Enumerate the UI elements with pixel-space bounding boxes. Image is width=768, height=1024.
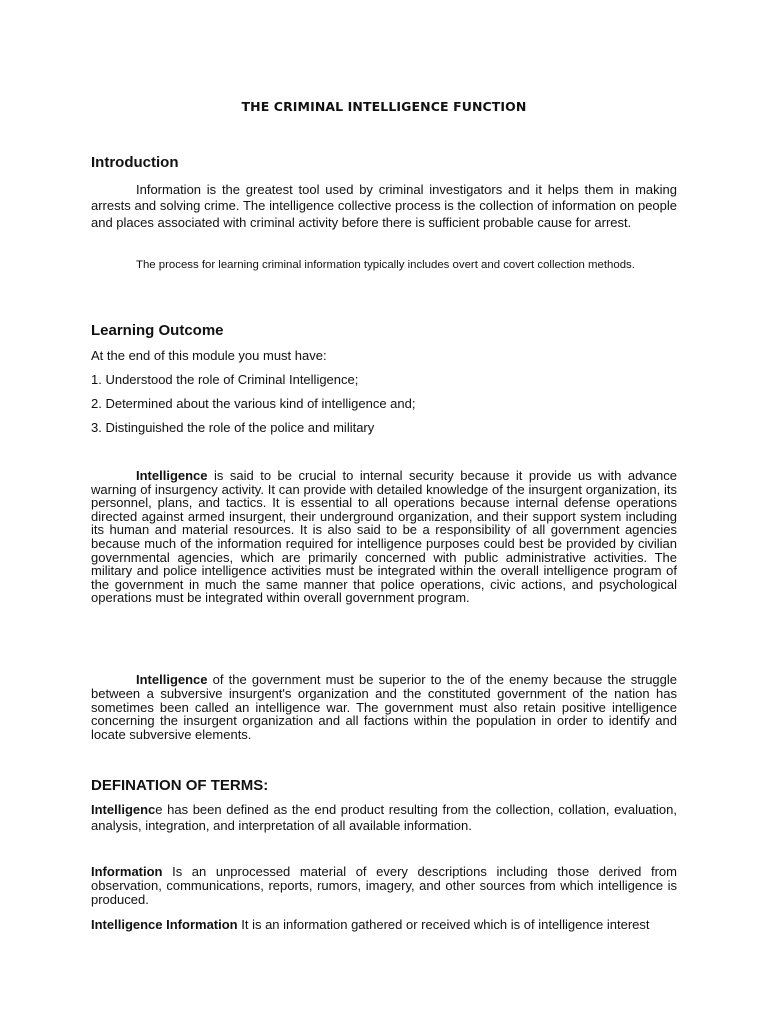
definitions-heading: DEFINATION OF TERMS: [91,777,269,794]
intelligence-paragraph-text: of the government must be superior to the of the enemy because the struggle between a subversive insurgent's organization and the constituted government of the nation has sometimes been called an intelligence war. The government must also retain positive intelligence concerning the insurgent organization and all factions within the population in order to identify and locate subversive elements. [91,672,677,743]
definition-text: Is an unprocessed material of every descriptions including those derived from observation, communications, reports, rumors, imagery, and other sources from which intelligence is produced. [91,864,677,908]
intelligence-paragraph-1 [91,469,677,605]
definition-term: Intelligence Information [91,917,238,932]
introduction-heading: Introduction [91,154,179,171]
definition-information [91,865,677,908]
definition-text: e has been defined as the end product resulting from the collection, collation, evaluation, analysis, integration, and interpretation of all available information. [91,802,677,833]
intelligence-term: Intelligence [136,672,208,687]
learning-outcome-intro: At the end of this module you must have: [91,348,327,363]
learning-outcome-item: 1. Understood the role of Criminal Intelligence; [91,372,359,387]
introduction-paragraph-2: The process for learning criminal information typically includes overt and covert collection methods. [136,259,635,271]
document-title: THE CRIMINAL INTELLIGENCE FUNCTION [241,99,527,114]
definition-text: It is an information gathered or received which is of intelligence interest [237,917,650,932]
definition-intelligence [91,802,677,833]
learning-outcome-item: 2. Determined about the various kind of intelligence and; [91,396,416,411]
definition-term: Information [91,864,163,879]
introduction-paragraph-1: Information is the greatest tool used by criminal investigators and it helps them in making arrests and solving crime. The intelligence collective process is the collection of information on people and places associated with criminal activity before there is sufficient probable cause for arrest. [91,182,677,230]
definition-intelligence-information [91,917,677,933]
learning-outcome-heading: Learning Outcome [91,322,224,339]
intelligence-paragraph-2 [91,673,677,742]
intelligence-term: Intelligence [136,468,208,483]
learning-outcome-item: 3. Distinguished the role of the police and military [91,420,375,435]
intelligence-paragraph-text: is said to be crucial to internal security because it provide us with advance warning of insurgency activity. It can provide with detailed knowledge of the insurgent organization, its personnel, plans, and tactics. It is essential to all operations because internal defense operations directed against armed insurgent, their underground organization, and their support system including its human and material resources. It is also said to be a responsibility of all government agencies because much of the information required for intelligence purposes could best be provided by civilian governmental agencies, which are primarily concerned with public administrative activities. The military and police intelligence activities must be integrated within the overall intelligence program of the government in much the same manner that police operations, civic actions, and psychological operations must be integrated within overall government program. [91,468,677,606]
definition-term: Intelligenc [91,802,156,817]
